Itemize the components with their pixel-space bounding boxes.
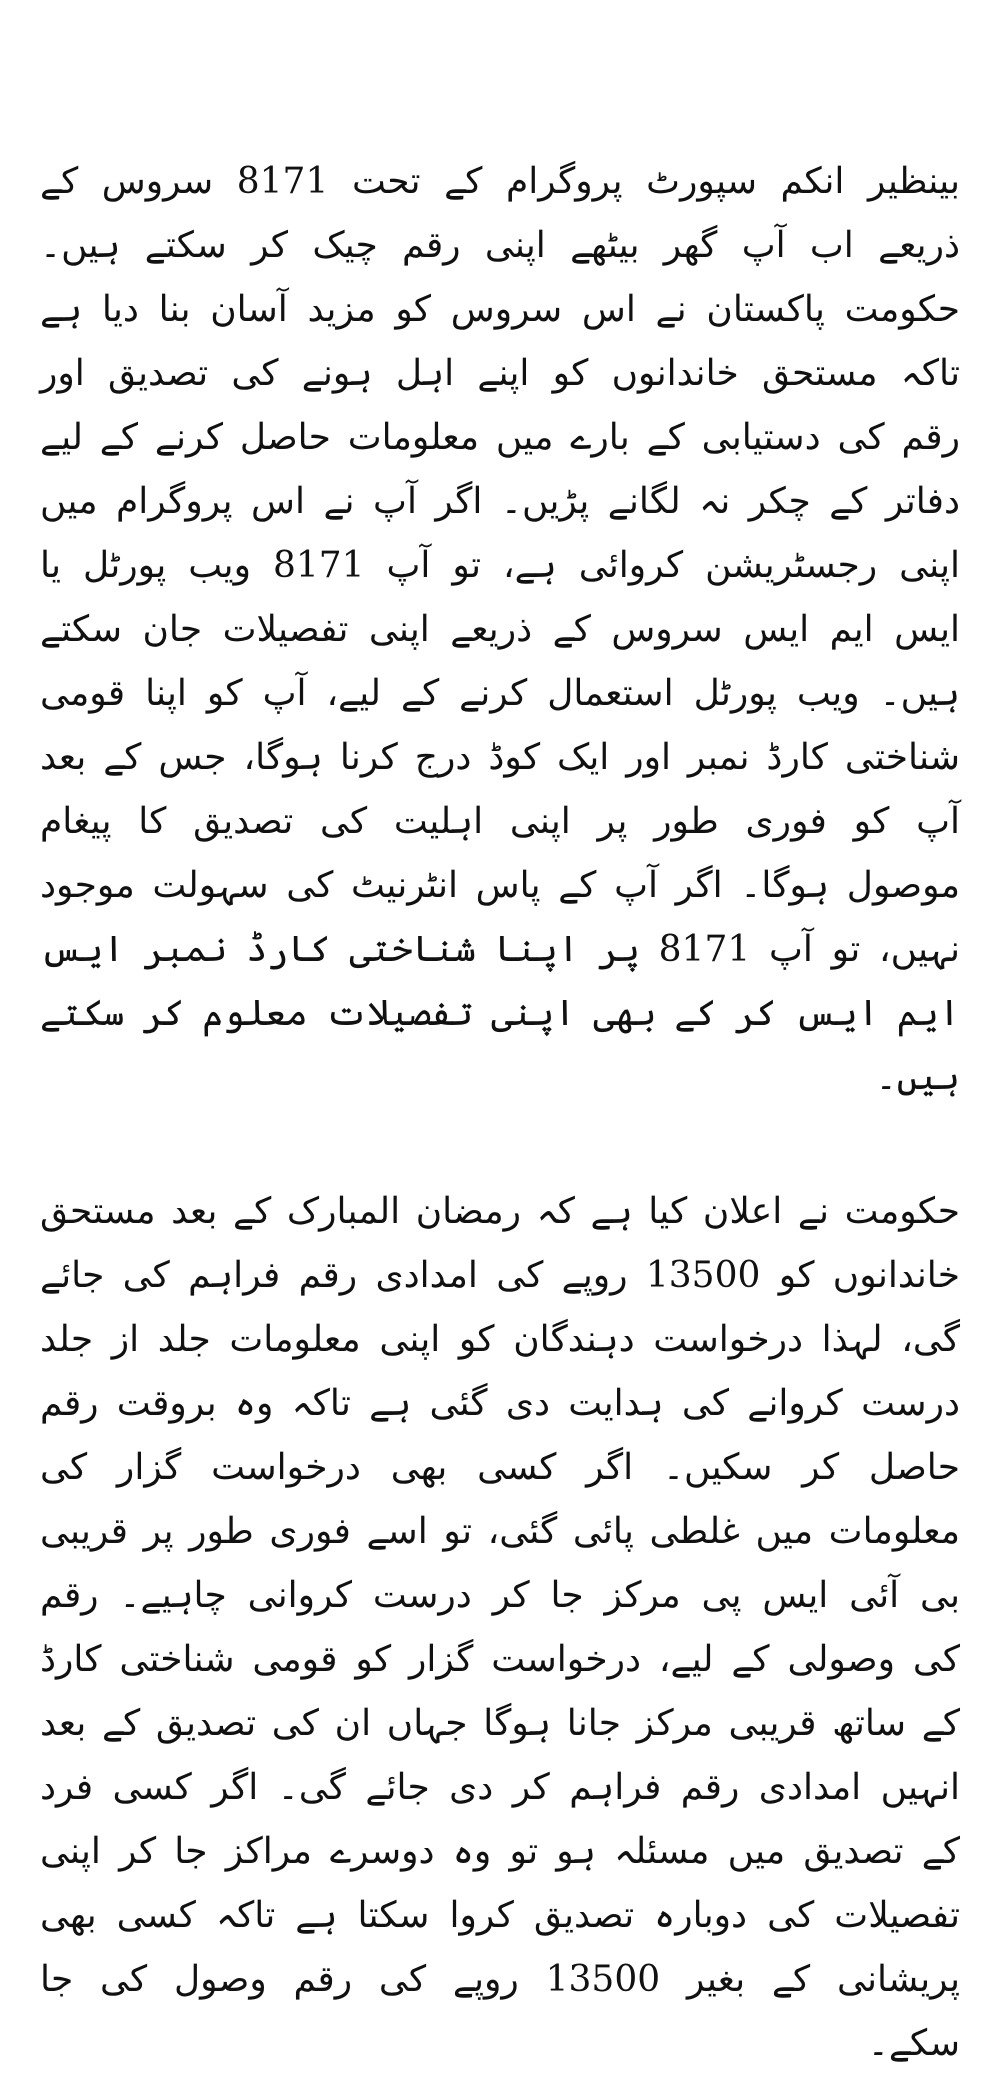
article-body	[40, 150, 960, 2064]
paragraph-13500-payment: حکومت نے اعلان کیا ہے کہ رمضان المبارک کے بعد مستحق خاندانوں کو 13500 روپے کی امدادی رقم فراہم کی جائے گی، لہذا درخواست دہندگان کو اپنی معلومات جلد از جلد درست کروانے کی ہدایت دی گئی ہے تاکہ وہ بروقت رقم حاصل کر سکیں۔ اگر کسی بھی درخواست گزار کی معلومات میں غلطی پائی گئی، تو اسے فوری طور پر قریبی بی آئی ایس پی مرکز جا کر درست کروانی چاہیے۔ رقم کی وصولی کے لیے، درخواست گزار کو قومی شناختی کارڈ کے ساتھ قریبی مرکز جانا ہوگا جہاں ان کی تصدیق کے بعد انہیں امدادی رقم فراہم کر دی جائے گی۔ اگر کسی فرد کے تصدیق میں مسئلہ ہو تو وہ دوسرے مراکز جا کر اپنی تفصیلات کی دوبارہ تصدیق کروا سکتا ہے تاکہ کسی بھی پریشانی کے بغیر 13500 روپے کی رقم وصول کی جا سکے۔	[40, 1191, 960, 2064]
paragraph-bisp-8171-service: بینظیر انکم سپورٹ پروگرام کے تحت 8171 سروس کے ذریعے اب آپ گھر بیٹھے اپنی رقم چیک کر سکتے ہیں۔ حکومت پاکستان نے اس سروس کو مزید آسان بنا دیا ہے تاکہ مستحق خاندانوں کو اپنے اہل ہونے کی تصدیق اور رقم کی دستیابی کے بارے میں معلومات حاصل کرنے کے لیے دفاتر کے چکر نہ لگانے پڑیں۔ اگر آپ نے اس پروگرام میں اپنی رجسٹریشن کروائی ہے، تو آپ 8171 ویب پورٹل یا ایس ایم ایس سروس کے ذریعے اپنی تفصیلات جان سکتے ہیں۔ ویب پورٹل استعمال کرنے کے لیے، آپ کو اپنا قومی شناختی کارڈ نمبر اور ایک کوڈ درج کرنا ہوگا، جس کے بعد آپ کو فوری طور پر اپنی اہلیت کی تصدیق کا پیغام موصول ہوگا۔ اگر آپ کے پاس انٹرنیٹ کی سہولت موجود نہیں، تو آپ 8171 پر اپنا شناختی کارڈ نمبر ایس ایم ایس کر کے بھی اپنی تفصیلات معلوم کر سکتے ہیں۔	[40, 161, 960, 1098]
